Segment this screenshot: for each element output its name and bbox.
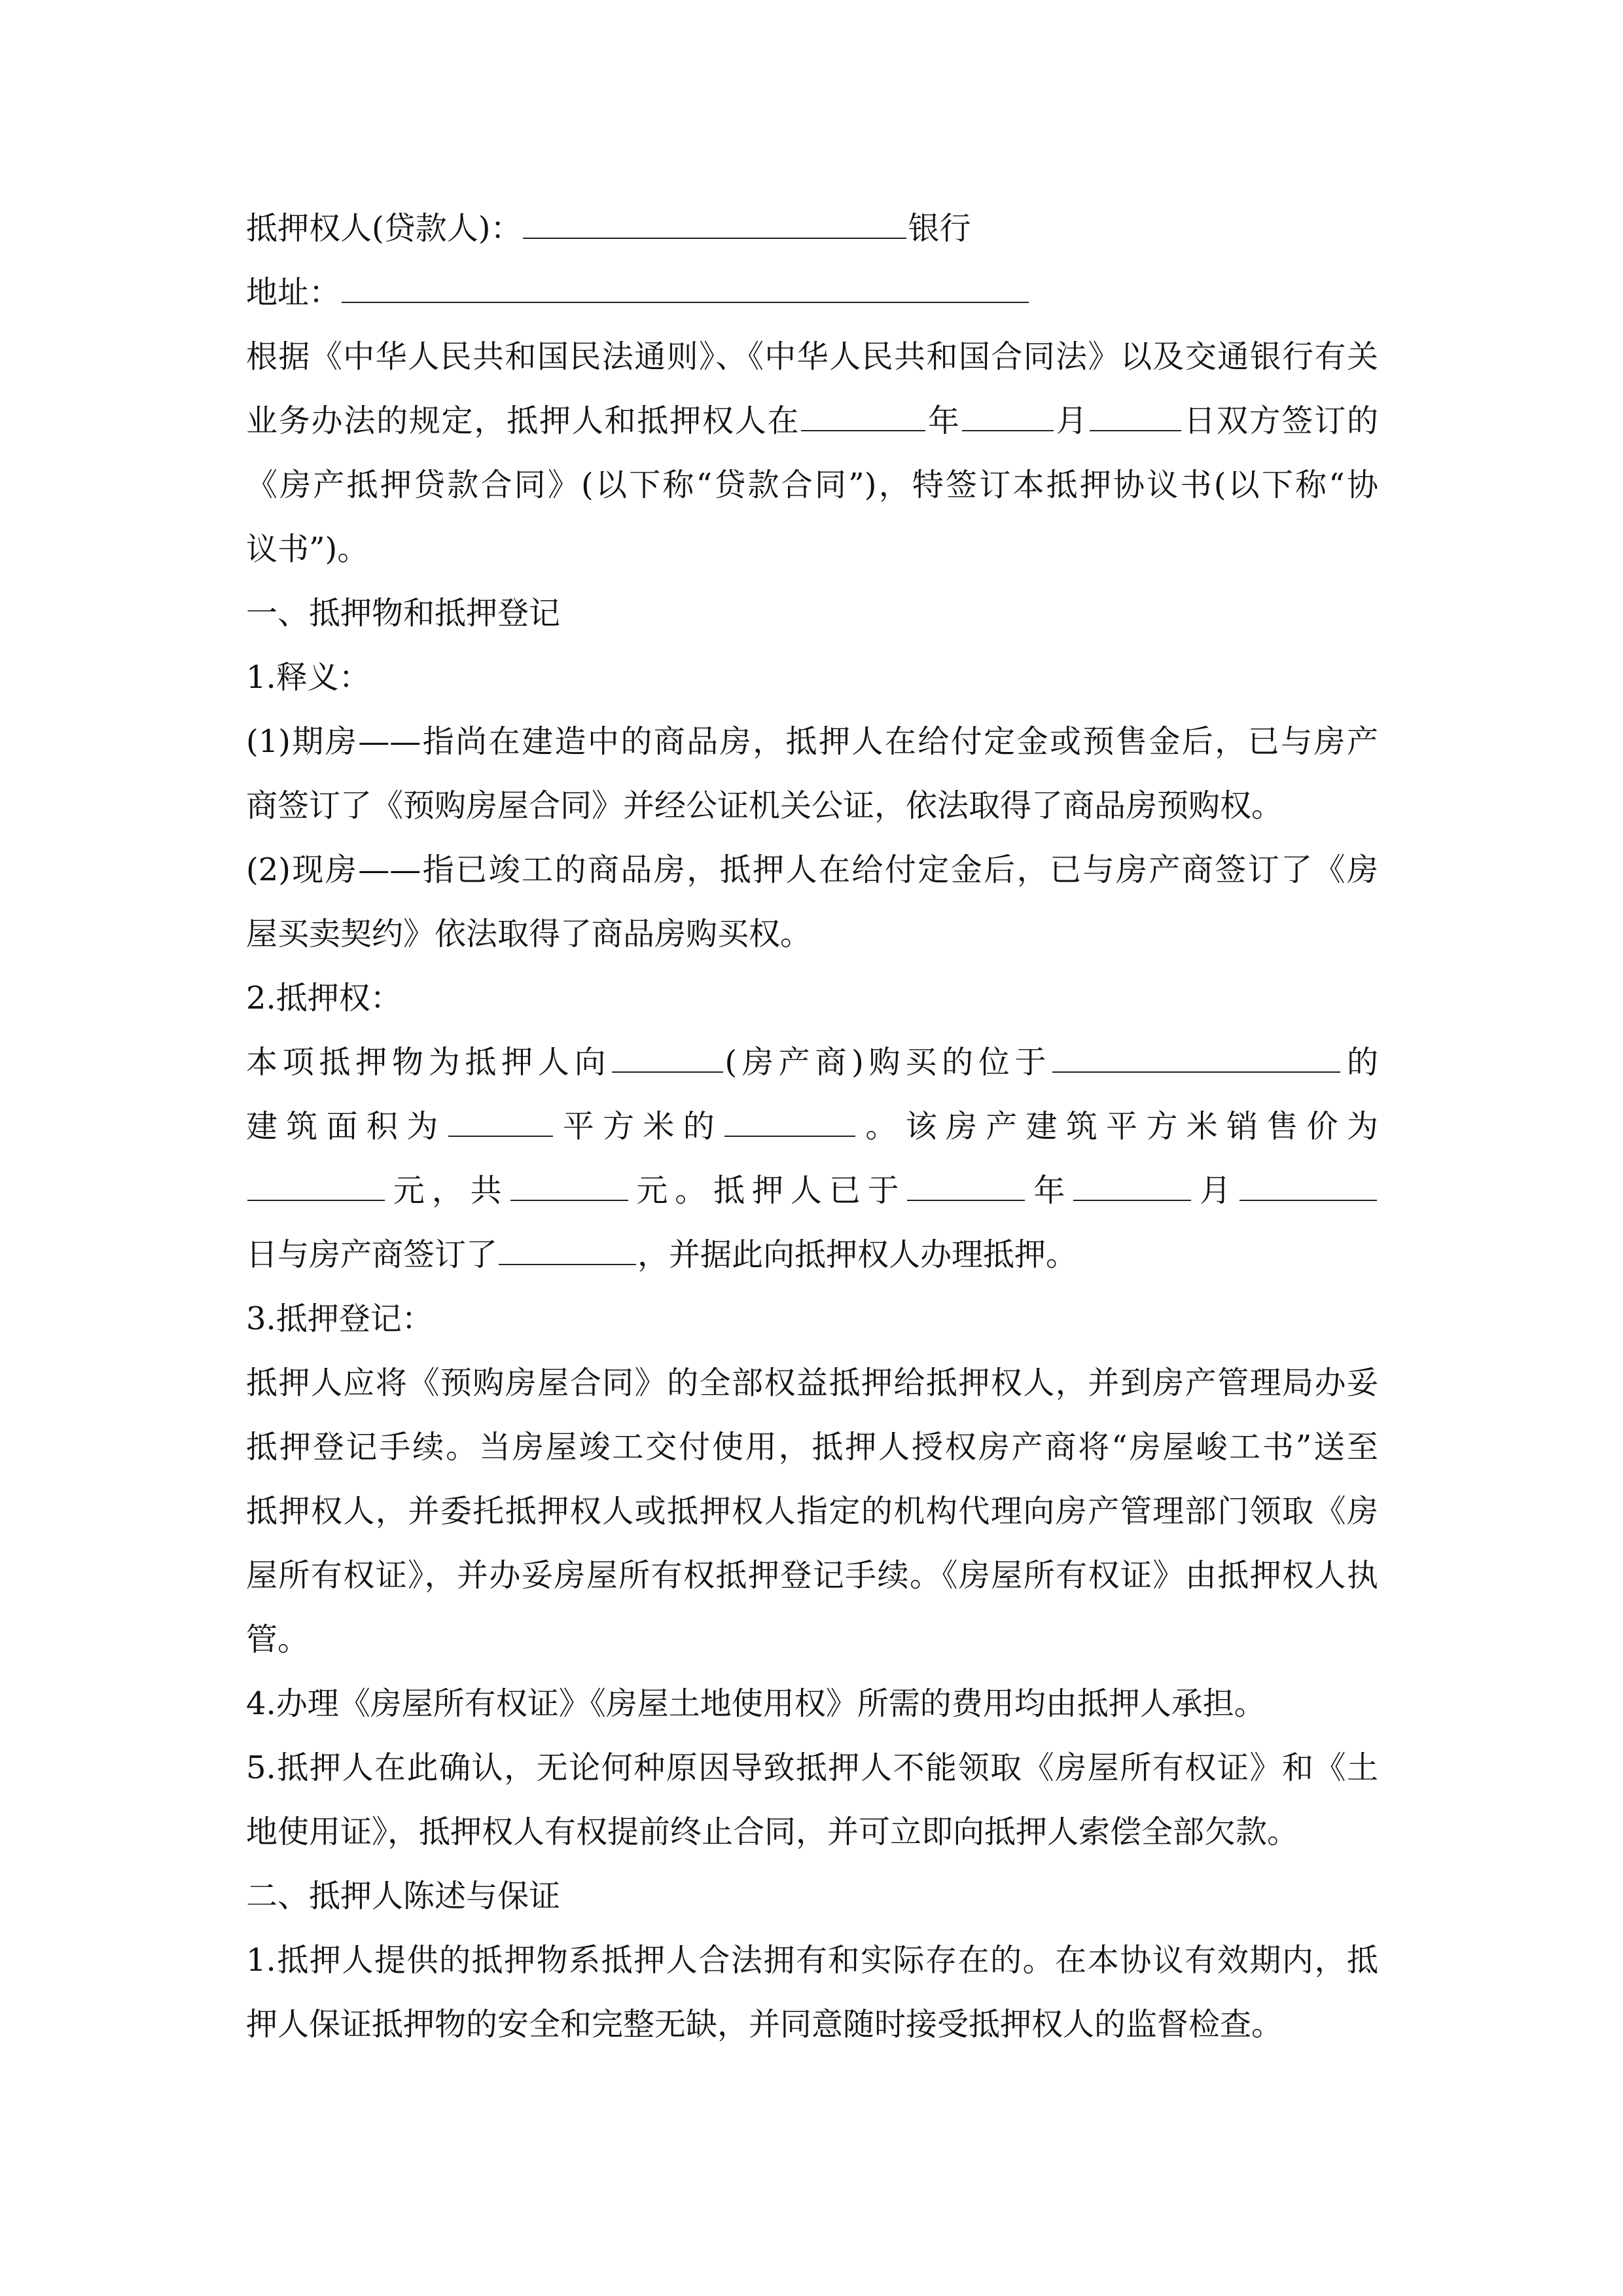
clause-2-text-f: 。该房产建筑平方米销售价为 bbox=[857, 1108, 1378, 1145]
clause-4: 4.办理《房屋所有权证》《房屋土地使用权》所需的费用均由抵押人承担。 bbox=[246, 1685, 1266, 1722]
intro-day-blank[interactable] bbox=[1090, 404, 1181, 431]
mortgagee-bank-blank[interactable] bbox=[523, 211, 906, 239]
mortgagee-suffix: 银行 bbox=[908, 210, 971, 247]
clause-3-line-2: 抵押登记手续。当房屋竣工交付使用，抵押人授权房产商将“房屋峻工书”送至 bbox=[246, 1429, 1378, 1465]
clause-1-2-line-1: (2)现房——指已竣工的商品房，抵押人在给付定金后，已与房产商签订了《房 bbox=[246, 852, 1378, 888]
intro-text: 业务办法的规定，抵押人和抵押权人在 bbox=[246, 403, 800, 439]
sign-year-blank[interactable] bbox=[907, 1174, 1025, 1201]
clause-2-year-label: 年 bbox=[1026, 1172, 1073, 1209]
clause-2-text-j: ，并据此向抵押权人办理抵押。 bbox=[637, 1236, 1078, 1273]
clause-2-line-3 bbox=[246, 1158, 1378, 1223]
total-price-blank[interactable] bbox=[510, 1174, 628, 1201]
clause-5-line-2: 地使用证》，抵押权人有权提前终止合同，并可立即向抵押人索偿全部欠款。 bbox=[246, 1814, 1299, 1850]
area-blank[interactable] bbox=[448, 1109, 553, 1137]
clause-2-text-c: 的 bbox=[1342, 1044, 1378, 1081]
clause-2-text-h: 元。抵押人已于 bbox=[629, 1172, 906, 1209]
location-blank[interactable] bbox=[1052, 1045, 1340, 1073]
section-2-clause-1-line-1: 1.抵押人提供的抵押物系抵押人合法拥有和实际存在的。在本协议有效期内，抵 bbox=[246, 1942, 1378, 1979]
section-2-clause-1-line-2: 押人保证抵押物的安全和完整无缺，并同意随时接受抵押权人的监督检查。 bbox=[246, 2006, 1283, 2043]
clause-2-text-e: 平方米的 bbox=[554, 1108, 724, 1145]
sign-month-blank[interactable] bbox=[1073, 1174, 1191, 1201]
clause-3-line-1: 抵押人应将《预购房屋合同》的全部权益抵押给抵押权人，并到房产管理局办妥 bbox=[246, 1365, 1378, 1401]
clause-2-text-b: (房产商)购买的位于 bbox=[724, 1044, 1052, 1081]
mortgagee-line bbox=[246, 196, 1378, 260]
intro-line-2 bbox=[246, 389, 1378, 453]
clause-2-text-a: 本项抵押物为抵押人向 bbox=[246, 1044, 611, 1081]
clause-1-1-line-2: 商签订了《预购房屋合同》并经公证机关公证，依法取得了商品房预购权。 bbox=[246, 787, 1283, 824]
clause-2-text-i: 日与房产商签订了 bbox=[246, 1236, 498, 1273]
clause-2-line-4 bbox=[246, 1223, 1378, 1287]
intro-month-blank[interactable] bbox=[962, 404, 1054, 431]
section-2-title: 二、抵押人陈述与保证 bbox=[246, 1878, 561, 1914]
intro-year-blank[interactable] bbox=[801, 404, 925, 431]
address-label: 地址： bbox=[246, 274, 341, 311]
clause-2-month-label: 月 bbox=[1192, 1172, 1238, 1209]
clause-3-title: 3.抵押登记： bbox=[246, 1300, 433, 1337]
clause-3-line-5: 管。 bbox=[246, 1621, 310, 1658]
clause-3-line-3: 抵押权人，并委托抵押权人或抵押权人指定的机构代理向房产管理部门领取《房 bbox=[246, 1493, 1378, 1530]
intro-line-3: 《房产抵押贷款合同》(以下称“贷款合同”)，特签订本抵押协议书(以下称“协 bbox=[246, 467, 1378, 503]
address-blank[interactable] bbox=[342, 276, 1029, 303]
document-body bbox=[246, 196, 1378, 2056]
mortgagee-label: 抵押权人(贷款人)： bbox=[246, 210, 522, 247]
clause-2-text-d: 建筑面积为 bbox=[246, 1108, 447, 1145]
address-line bbox=[246, 260, 1378, 325]
contract-blank[interactable] bbox=[499, 1238, 636, 1265]
section-1-title: 一、抵押物和抵押登记 bbox=[246, 595, 561, 632]
property-blank[interactable] bbox=[724, 1109, 855, 1137]
intro-day-label: 日双方签订的 bbox=[1183, 403, 1378, 439]
clause-2-text-g: 元，共 bbox=[386, 1172, 509, 1209]
sign-day-blank[interactable] bbox=[1240, 1174, 1377, 1201]
intro-year-label: 年 bbox=[927, 403, 961, 439]
clause-2-line-1 bbox=[246, 1030, 1378, 1094]
clause-5-line-1: 5.抵押人在此确认，无论何种原因导致抵押人不能领取《房屋所有权证》和《土 bbox=[246, 1749, 1378, 1786]
clause-1-1-line-1: (1)期房——指尚在建造中的商品房，抵押人在给付定金或预售金后，已与房产 bbox=[246, 723, 1378, 760]
intro-line-4: 议书”)。 bbox=[246, 531, 369, 567]
clause-2-line-2 bbox=[246, 1094, 1378, 1158]
clause-1-title: 1.释义： bbox=[246, 659, 370, 696]
intro-month-label: 月 bbox=[1054, 403, 1089, 439]
unit-price-blank[interactable] bbox=[247, 1174, 385, 1201]
clause-1-2-line-2: 屋买卖契约》依法取得了商品房购买权。 bbox=[246, 916, 812, 952]
clause-3-line-4: 屋所有权证》，并办妥房屋所有权抵押登记手续。《房屋所有权证》由抵押权人执 bbox=[246, 1557, 1378, 1594]
intro-line-1: 根据《中华人民共和国民法通则》、《中华人民共和国合同法》以及交通银行有关 bbox=[246, 338, 1378, 375]
clause-2-title: 2.抵押权： bbox=[246, 980, 402, 1016]
developer-blank[interactable] bbox=[612, 1045, 723, 1073]
